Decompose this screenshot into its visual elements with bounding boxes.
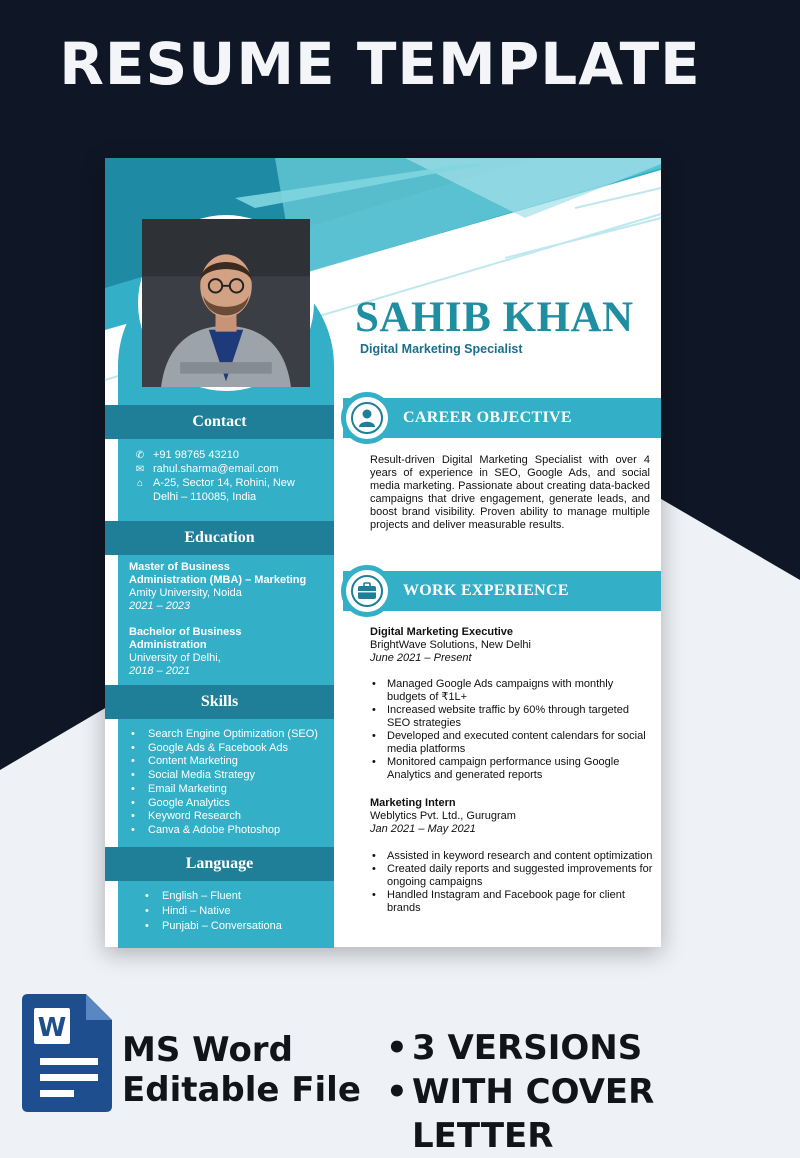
education-entry: Master of Business Administration (MBA) – Marketing Amity University, Noida 2021 – 2023 [129, 561, 307, 612]
language-list [143, 889, 282, 934]
list-item: • 3 VERSIONS [386, 1026, 800, 1070]
list-item: • Monitored campaign performance using Google Analytics and generated reports [370, 756, 655, 782]
promo-left-text [122, 1030, 361, 1110]
list-item: • Developed and executed content calendars for social media platforms [370, 730, 655, 756]
experience-badge [341, 565, 393, 617]
contact-heading: Contact [105, 405, 334, 439]
contact-address: ⌂ A-25, Sector 14, Rohini, New Delhi – 110085, India [133, 476, 295, 504]
objective-badge [341, 392, 393, 444]
experience-heading: WORK EXPERIENCE [403, 582, 569, 599]
svg-text:W: W [37, 1013, 67, 1043]
candidate-role: Digital Marketing Specialist [360, 342, 523, 356]
list-item: • Created daily reports and suggested improvements for ongoing campaigns [370, 863, 655, 889]
job-bullets [370, 850, 655, 915]
job-header: Marketing Intern Weblytics Pvt. Ltd., Gurugram Jan 2021 – May 2021 [370, 797, 516, 835]
list-item: • Search Engine Optimization (SEO) [129, 728, 318, 742]
job-header: Digital Marketing Executive BrightWave Solutions, New Delhi June 2021 – Present [370, 626, 531, 664]
list-item: • Punjabi – Conversationa [143, 919, 282, 934]
list-item: • Increased website traffic by 60% through targeted SEO strategies [370, 704, 655, 730]
promo-line: MS Word [122, 1030, 293, 1070]
email-icon: ✉ [135, 464, 145, 475]
profile-photo [138, 215, 314, 391]
job-bullets [370, 678, 655, 782]
skills-heading: Skills [105, 685, 334, 719]
list-item: • Content Marketing [129, 755, 318, 769]
promo-features [386, 1026, 800, 1158]
banner-title: RESUME TEMPLATE [59, 30, 701, 98]
list-item: • Canva & Adobe Photoshop [129, 824, 318, 838]
list-item: • WITH COVER LETTER [386, 1070, 800, 1158]
contact-phone: ✆ +91 98765 43210 [133, 448, 239, 463]
contact-email: ✉ rahul.sharma@email.com [133, 462, 279, 477]
objective-text: Result-driven Digital Marketing Specialist with over 4 years of experience in SEO, Google Ads, and social media marketing. Passionate about creating data-backed campaigns that drive engagement, generate leads, and boost brand visibility. Proven ability to manage multiple projects and deliver measurable results. [370, 454, 650, 531]
list-item: • Google Analytics [129, 797, 318, 811]
list-item: • Managed Google Ads campaigns with monthly budgets of ₹1L+ [370, 678, 655, 704]
list-item: • Social Media Strategy [129, 769, 318, 783]
skills-list [129, 728, 318, 838]
list-item: • Keyword Research [129, 810, 318, 824]
phone-icon: ✆ [135, 450, 145, 461]
promo-line: Editable File [122, 1070, 361, 1110]
list-item: • Google Ads & Facebook Ads [129, 742, 318, 756]
education-entry: Bachelor of Business Administration University of Delhi, 2018 – 2021 [129, 626, 242, 677]
list-item: • Handled Instagram and Facebook page for client brands [370, 889, 655, 915]
resume-document [105, 158, 661, 947]
language-heading: Language [105, 847, 334, 881]
list-item: • Email Marketing [129, 783, 318, 797]
objective-heading: CAREER OBJECTIVE [403, 409, 572, 426]
candidate-name: SAHIB KHAN [355, 294, 634, 341]
list-item: • English – Fluent [143, 889, 282, 904]
user-icon [354, 405, 380, 431]
briefcase-icon [354, 578, 380, 604]
list-item: • Assisted in keyword research and content optimization [370, 850, 655, 863]
education-heading: Education [105, 521, 334, 555]
home-icon: ⌂ [136, 478, 144, 489]
word-document-icon [22, 994, 112, 1112]
list-item: • Hindi – Native [143, 904, 282, 919]
